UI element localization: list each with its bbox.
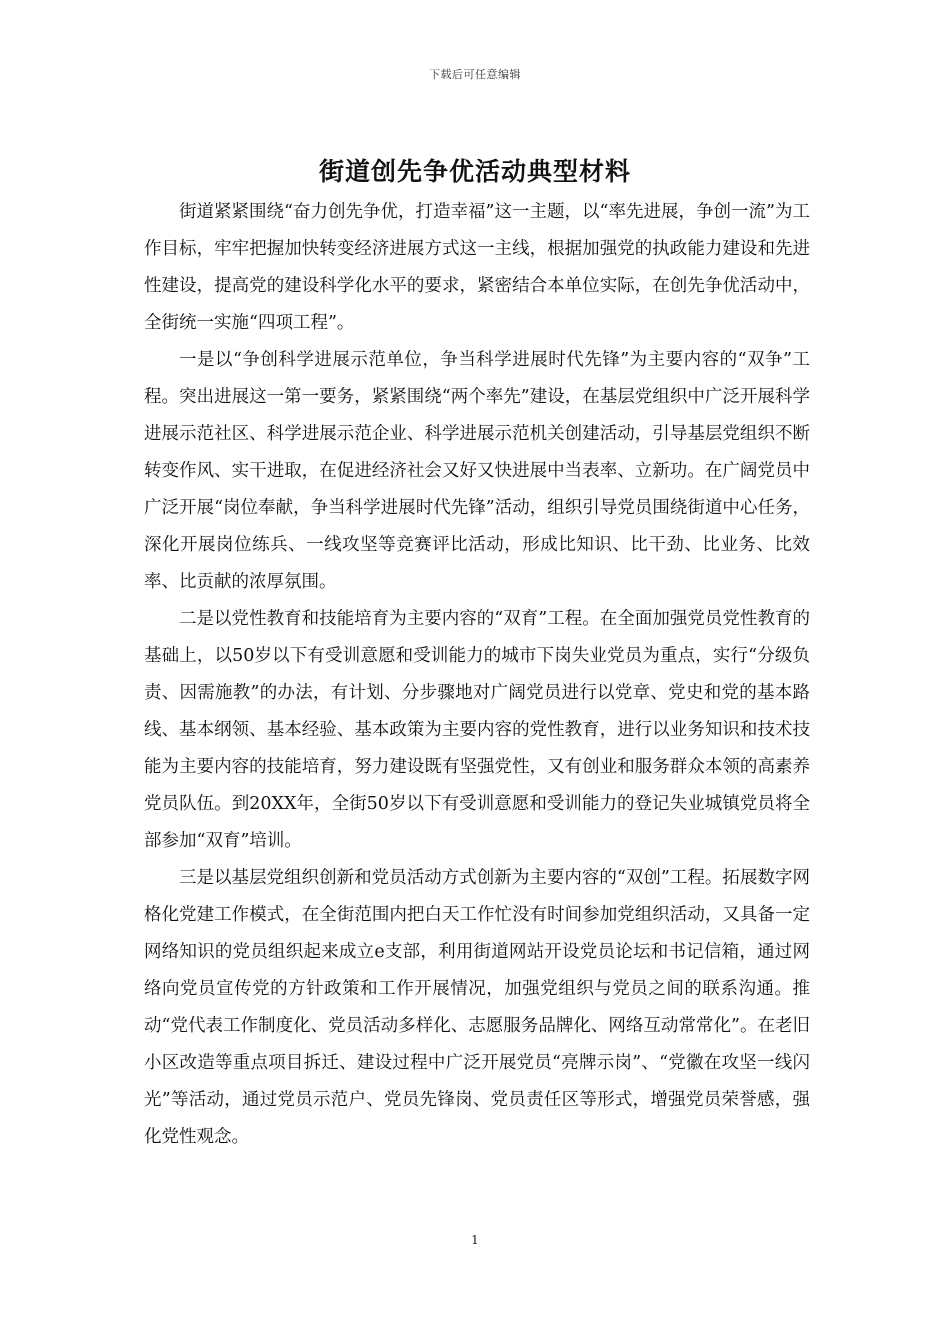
document-title: 街道创先争优活动典型材料 (318, 157, 631, 186)
paragraph-shuangchuang: 三是以基层党组织创新和党员活动方式创新为主要内容的“双创”工程。拓展数字网格化党建工作模式，在全街范围内把白天工作忙没有时间参加党组织活动，又具备一定网络知识的党员组织起来成立e支部，利用街道网站开设党员论坛和书记信箱，通过网络向党员宣传党的方针政策和工作开展情况，加强党组织与党员之间的联系沟通。推动“党代表工作制度化、党员活动多样化、志愿服务品牌化、网络互动常常化”。在老旧小区改造等重点项目拆迁、建设过程中广泛开展党员“亮牌示岗”、“党徽在攻坚一线闪光”等活动，通过党员示范户、党员先锋岗、党员责任区等形式，增强党员荣誉感，强化党性观念。 (144, 868, 810, 1147)
paragraph-intro: 街道紧紧围绕“奋力创先争优，打造幸福”这一主题，以“率先进展，争创一流”为工作目标，牢牢把握加快转变经济进展方式这一主线，根据加强党的执政能力建设和先进性建设，提高党的建设科学化水平的要求，紧密结合本单位实际，在创先争优活动中，全街统一实施“四项工程”。 (144, 202, 810, 333)
paragraph-shuangzheng: 一是以“争创科学进展示范单位，争当科学进展时代先锋”为主要内容的“双争”工程。突出进展这一第一要务，紧紧围绕“两个率先”建设，在基层党组织中广泛开展科学进展示范社区、科学进展示范企业、科学进展示范机关创建活动，引导基层党组织不断转变作风、实干进取，在促进经济社会又好又快进展中当表率、立新功。在广阔党员中广泛开展“岗位奉献，争当科学进展时代先锋”活动，组织引导党员围绕街道中心任务，深化开展岗位练兵、一线攻坚等竞赛评比活动，形成比知识、比干劲、比业务、比效率、比贡献的浓厚氛围。 (144, 350, 810, 592)
page-number: 1 (471, 1233, 479, 1247)
header-note: 下载后可任意编辑 (429, 68, 521, 81)
paragraph-shuangyu: 二是以党性教育和技能培育为主要内容的“双育”工程。在全面加强党员党性教育的基础上，以50岁以下有受训意愿和受训能力的城市下岗失业党员为重点，实行“分级负责、因需施教”的办法，有计划、分步骤地对广阔党员进行以党章、党史和党的基本路线、基本纲领、基本经验、基本政策为主要内容的党性教育，进行以业务知识和技术技能为主要内容的技能培育，努力建设既有坚强党性，又有创业和服务群众本领的高素养党员队伍。到20XX年，全街50岁以下有受训意愿和受训能力的登记失业城镇党员将全部参加“双育”培训。 (144, 609, 810, 851)
document-body (144, 194, 810, 1156)
